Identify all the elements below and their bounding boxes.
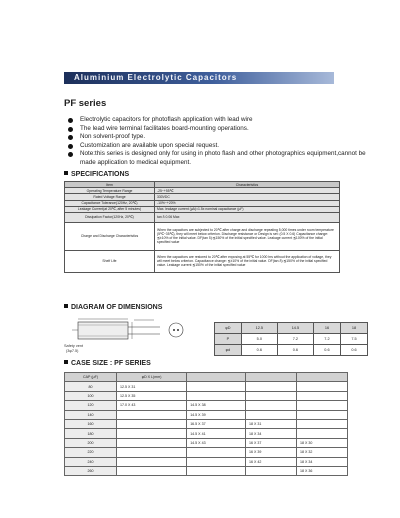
feature-text: Note:this series is designed only for using in photo flash and other photographics equipment,cannot be made application to medical equipment. [80, 150, 366, 166]
table-cell: 16 X 37 [246, 438, 297, 447]
table-cell: 16 [313, 323, 340, 334]
table-cell [187, 448, 246, 457]
table-cell: 14.5 X 39 [187, 410, 246, 419]
capacitor-end-view [169, 323, 183, 337]
spec-value: When the capacitors are subjected to 20℃ after charge and discharge repeating 5,000 times under room temperature (5℃~35℃), they will meet below criterion. Discharge resistance or Design is set: (0.5 X 0.6) Capacitance change: ≦±10% of the initial value. DF(tan δ):≦150% of the initial specified value. Leakage current ≦100% of the initial specified value [155, 222, 340, 250]
table-row [65, 457, 348, 466]
feature-list [68, 116, 368, 168]
table-cell [246, 410, 297, 419]
dimensions-heading [64, 304, 162, 311]
table-cell [246, 382, 297, 391]
specifications-heading-text: SPECIFICATIONS [71, 171, 130, 178]
capacitor-body [78, 322, 128, 339]
table-cell [187, 382, 246, 391]
bullet-icon [68, 144, 73, 149]
table-row [65, 382, 348, 391]
spec-item: Operating Temperature Range [65, 188, 155, 194]
table-cell: 100 [65, 391, 117, 400]
table-cell: 14.5 [277, 323, 313, 334]
table-row [65, 391, 348, 400]
banner-title: Aluminium Electrolytic Capacitors [74, 73, 238, 82]
feature-item [68, 125, 368, 134]
table-row [215, 345, 368, 356]
table-cell: 17.0 X 43 [117, 401, 187, 410]
table-cell: 14.5 X 43 [187, 438, 246, 447]
table-cell: 12.5 [241, 323, 277, 334]
table-cell: 14.5 X 41 [187, 429, 246, 438]
table-cell: 260 [65, 466, 117, 475]
case-size-table [64, 372, 348, 476]
table-cell: 160 [65, 419, 117, 428]
table-cell: 140 [65, 410, 117, 419]
table-cell [187, 457, 246, 466]
table-cell: 120 [65, 401, 117, 410]
table-cell: 7.2 [313, 334, 340, 345]
table-cell: 0.6 [313, 345, 340, 356]
table-row [65, 222, 340, 250]
table-cell: 12.5 X 31 [117, 382, 187, 391]
title-banner [64, 72, 334, 84]
square-bullet-icon [64, 360, 68, 364]
table-cell: φd [215, 345, 242, 356]
table-row [65, 419, 348, 428]
square-bullet-icon [64, 171, 68, 175]
table-row [65, 212, 340, 222]
table-cell [297, 382, 348, 391]
table-cell: φD [215, 323, 242, 334]
spec-item: Leakage Current(at 20℃, after 5 minutes) [65, 206, 155, 212]
capacitor-diagram [64, 316, 204, 356]
table-row [215, 323, 368, 334]
case-size-heading [64, 360, 151, 367]
dimensions-heading-text: DIAGRAM OF DIMENSIONS [71, 304, 163, 311]
table-row [65, 410, 348, 419]
table-cell [117, 466, 187, 475]
table-row [65, 401, 348, 410]
table-header-row [65, 373, 348, 382]
table-cell: 0.6 [340, 345, 367, 356]
bullet-icon [68, 118, 73, 123]
spec-value: When the capacitors are restored to 20℃ after exposing at 55℃ for 1000 hrs without the application of voltage, they will meet below criterion. Capacitance change: ≦±10% of the initial value. DF(tan δ):≦150% of the initial specified value. Leakage current ≦150% of the initial specified value [155, 250, 340, 272]
table-cell: φD X L(mm) [117, 373, 187, 382]
feature-text: Electrolytic capacitors for photoflash application with lead wire [80, 116, 253, 123]
table-cell [187, 391, 246, 400]
square-bullet-icon [64, 304, 68, 308]
table-cell: 16.5 X 37 [187, 419, 246, 428]
table-cell [297, 373, 348, 382]
bullet-icon [68, 135, 73, 140]
table-row [65, 429, 348, 438]
spec-item: Rated Voltage Range [65, 194, 155, 200]
table-cell [297, 391, 348, 400]
spec-value: 330VDC [155, 194, 340, 200]
spec-value: -10%~+20% [155, 200, 340, 206]
table-cell: 12.5 X 35 [117, 391, 187, 400]
table-cell [117, 457, 187, 466]
table-cell [297, 429, 348, 438]
table-cell [297, 419, 348, 428]
table-cell: 18 X 31 [246, 419, 297, 428]
table-cell: P [215, 334, 242, 345]
bullet-icon [68, 152, 73, 157]
table-cell: 80 [65, 382, 117, 391]
table-cell [297, 410, 348, 419]
table-cell: CAP (μF) [65, 373, 117, 382]
spec-value: -25~+55℃ [155, 188, 340, 194]
table-cell [117, 419, 187, 428]
table-cell: 16 X 42 [246, 457, 297, 466]
table-cell [246, 401, 297, 410]
table-cell: 0.6 [241, 345, 277, 356]
feature-text: Non solvent-proof type. [80, 133, 146, 141]
bullet-icon [68, 127, 73, 132]
header-item: Item [65, 182, 155, 188]
feature-item [68, 150, 368, 167]
spec-item: Capacitance Tolerance(120Hz, 20℃) [65, 200, 155, 206]
table-row [65, 438, 348, 447]
specifications-table [64, 181, 340, 273]
table-cell [246, 391, 297, 400]
spec-value: tan δ 0.06 Max [155, 212, 340, 222]
feature-item [68, 142, 368, 151]
table-cell [246, 466, 297, 475]
specifications-heading [64, 171, 129, 178]
table-cell [187, 373, 246, 382]
table-cell: 240 [65, 457, 117, 466]
table-row [65, 448, 348, 457]
table-cell: 7.5 [340, 334, 367, 345]
spec-value: Max. leakage current (μA)=1.5x nominal capacitance (μF) [155, 206, 340, 212]
dimensions-table [214, 322, 368, 356]
feature-text: The lead wire terminal facilitates board-mounting operations. [80, 124, 249, 132]
feature-item [68, 116, 368, 125]
table-cell [117, 429, 187, 438]
table-cell: 180 [65, 429, 117, 438]
diagram-label: Safety vent [64, 344, 83, 348]
table-row [65, 250, 340, 272]
table-cell [117, 438, 187, 447]
table-cell [117, 448, 187, 457]
table-cell: 18 X 30 [297, 438, 348, 447]
table-cell: 18 X 32 [297, 448, 348, 457]
table-cell: 0.6 [277, 345, 313, 356]
table-cell [187, 466, 246, 475]
table-cell: 7.2 [277, 334, 313, 345]
table-cell: 14.5 X 38 [187, 401, 246, 410]
table-cell: 18 X 34 [246, 429, 297, 438]
table-cell [246, 373, 297, 382]
table-cell: 5.0 [241, 334, 277, 345]
spec-item: Dissipation Factor(120Hz, 20℃) [65, 212, 155, 222]
table-cell: 18 X 36 [297, 466, 348, 475]
table-row [65, 466, 348, 475]
feature-item [68, 133, 368, 142]
table-cell: 18 X 34 [297, 457, 348, 466]
series-title: PF series [64, 98, 107, 109]
table-cell [297, 401, 348, 410]
table-cell: 200 [65, 438, 117, 447]
table-cell [117, 410, 187, 419]
table-cell: 18 [340, 323, 367, 334]
spec-item: Shelf Life [65, 250, 155, 272]
diagram-label: (3φ7.5) [66, 349, 79, 353]
spec-item: Charge and Discharge Characteristics [65, 222, 155, 250]
table-row [215, 334, 368, 345]
table-cell: 16 X 39 [246, 448, 297, 457]
header-characteristics: Characteristics [155, 182, 340, 188]
case-size-heading-text: CASE SIZE : PF SERIES [71, 360, 151, 367]
feature-text: Customization are available upon special request. [80, 141, 219, 149]
lead-dot [173, 329, 175, 331]
lead-dot [177, 329, 179, 331]
table-cell: 220 [65, 448, 117, 457]
